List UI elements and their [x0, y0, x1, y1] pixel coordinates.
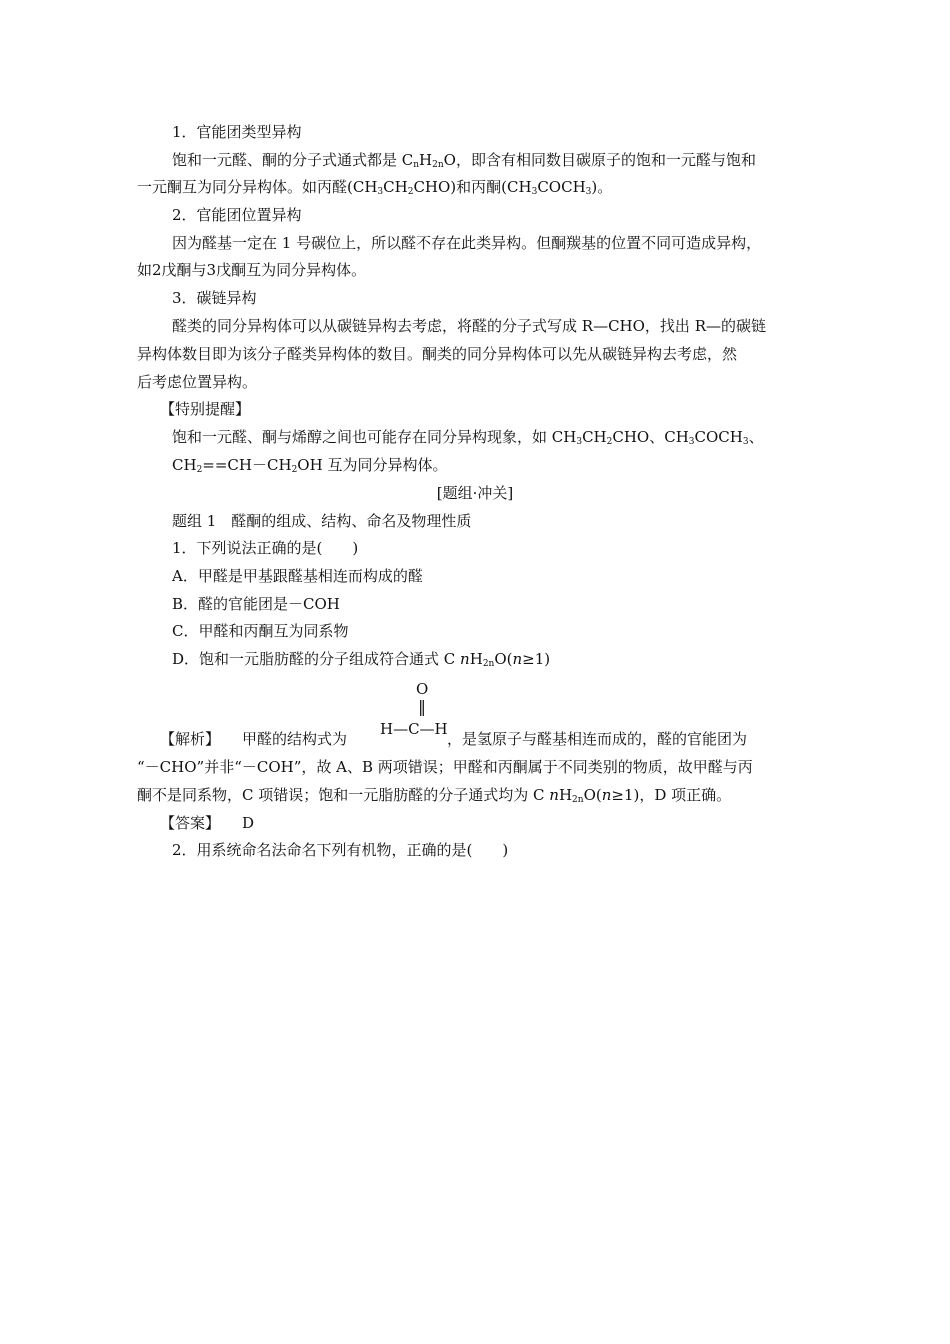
paragraph: 饱和一元醛、酮与烯醇之间也可能存在同分异构现象，如 $CH_3CH_2CHO$、$CH_3COCH_3$、	[172, 428, 764, 447]
formula-double-bond: ‖	[418, 697, 426, 716]
answer-value: D	[242, 814, 255, 832]
tip-title: 【特别提醒】	[160, 400, 251, 418]
group-title: 题组 1 醛酮的组成、结构、命名及物理性质	[172, 512, 472, 530]
section-2-title: 2．官能团位置异构	[172, 206, 302, 224]
paragraph: $CH_2==CH-CH_2OH$ 互为同分异构体。	[172, 456, 448, 475]
paragraph: 醛类的同分异构体可以从碳链异构去考虑，将醛的分子式写成 R—CHO，找出 R—的碳链	[172, 317, 766, 335]
analysis-label: 【解析】	[160, 730, 221, 748]
question-1: 1．下列说法正确的是( )	[172, 539, 359, 557]
paragraph: 后考虑位置异构。	[137, 373, 258, 391]
section-1-title: 1．官能团类型异构	[172, 123, 302, 141]
paragraph: 因为醛基一定在 1 号碳位上，所以醛不存在此类异构。但酮羰基的位置不同可造成异构，	[172, 234, 762, 252]
question-2: 2．用系统命名法命名下列有机物，正确的是( )	[172, 841, 509, 859]
analysis-line-1: 【解析】 甲醛的结构式为 ，是氢原子与醛基相连而成的，醛的官能团为	[160, 730, 748, 748]
answer-line	[160, 813, 254, 833]
option-b: B．醛的官能团是－COH	[172, 595, 340, 613]
option-a: A．甲醛是甲基跟醛基相连而构成的醛	[172, 567, 423, 585]
group-header: [题组·冲关]	[436, 484, 514, 502]
formula-oxygen: O	[416, 680, 429, 698]
answer-label: 【答案】	[160, 814, 221, 832]
paragraph: 异构体数目即为该分子醛类异构体的数目。酮类的同分异构体可以先从碳链异构去考虑，然	[137, 345, 738, 363]
paragraph: 饱和一元醛、酮的分子式通式都是 $C_nH_{2n}O$，即含有相同数目碳原子的饱和一元醛与饱和	[172, 151, 756, 170]
option-c: C．甲醛和丙酮互为同系物	[172, 622, 349, 640]
formula-main: H—C—H	[380, 720, 448, 738]
paragraph: 一元酮互为同分异构体。如丙醛$(CH_3CH_2CHO)$和丙酮$(CH_3COCH_3)$。	[137, 178, 613, 197]
section-3-title: 3．碳链异构	[172, 289, 257, 307]
paragraph: 如2戊酮与3戊酮互为同分异构体。	[137, 261, 367, 279]
option-d: D．饱和一元脂肪醛的分子组成符合通式 C $nH_{2n}O(n\ge 1)$	[172, 650, 551, 669]
analysis-line-3: 酮不是同系物，C 项错误；饱和一元脂肪醛的分子通式均为 C $nH_{2n}O(n\ge 1)$，D 项正确。	[137, 786, 732, 805]
analysis-line-2: “－CHO”并非“－COH”，故 A、B 两项错误；甲醛和丙酮属于不同类别的物质，故甲醛与丙	[137, 758, 753, 776]
